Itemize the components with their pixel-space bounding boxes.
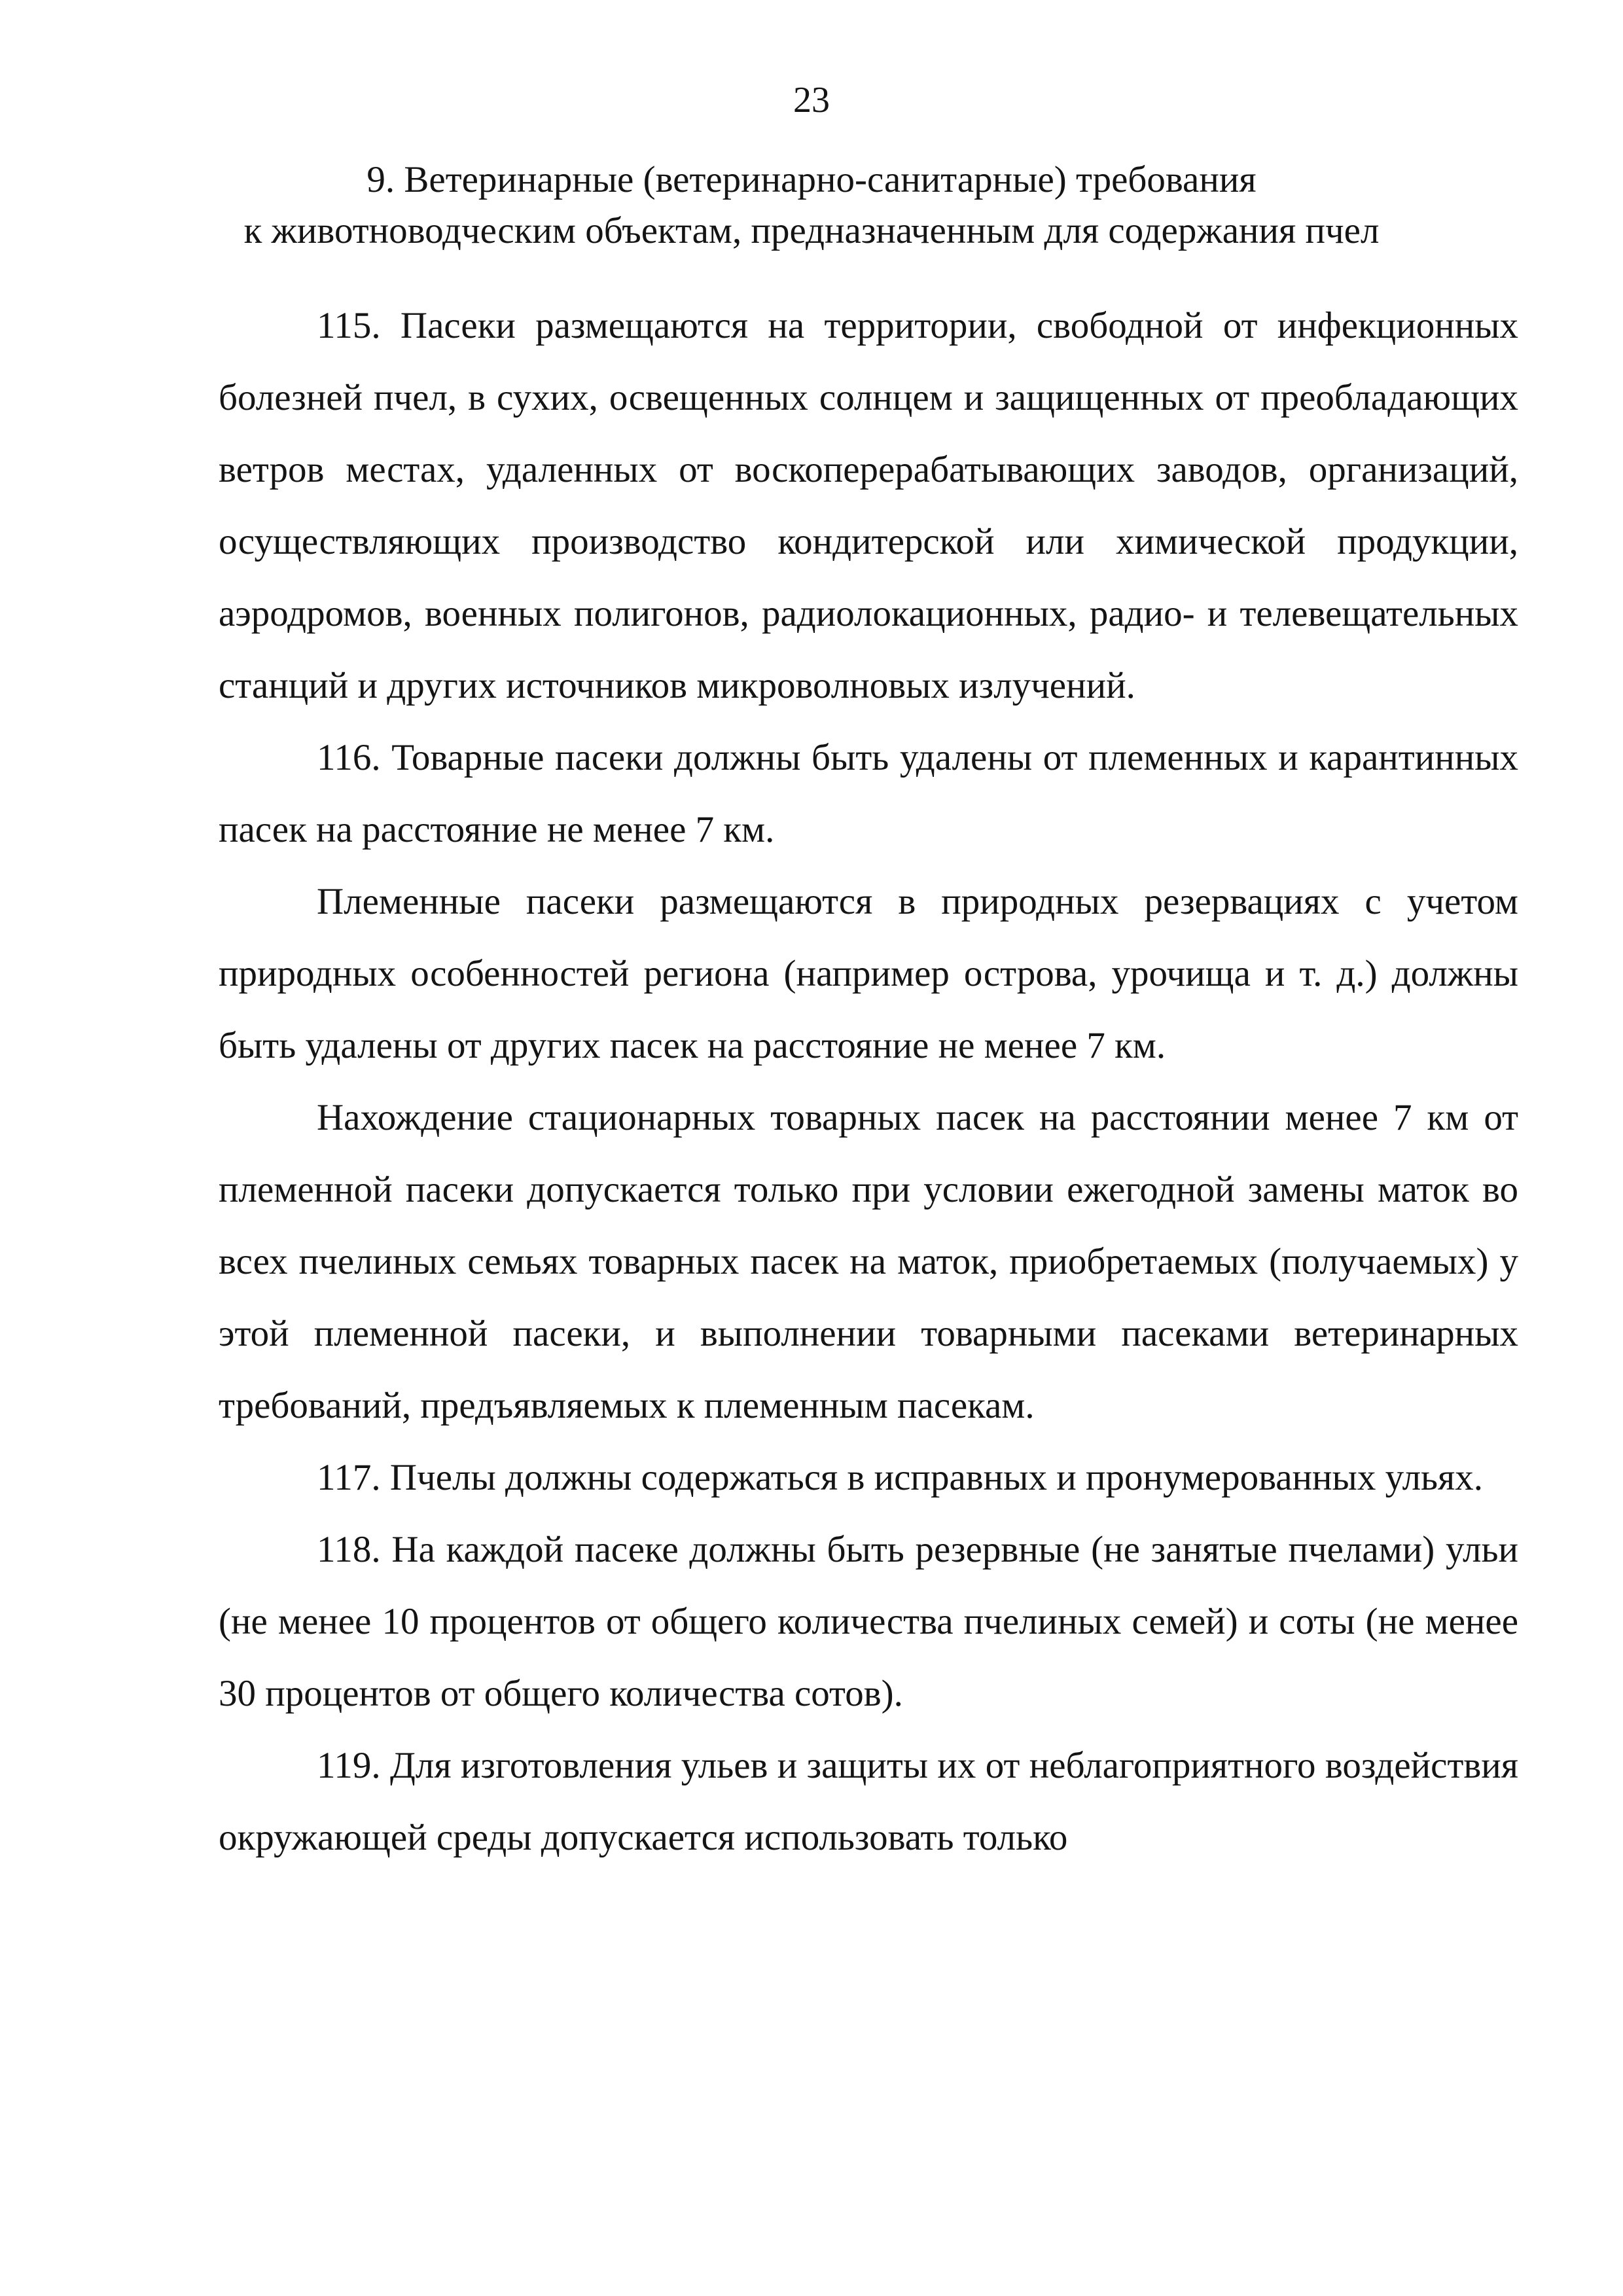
section-title [131,154,1492,257]
paragraph-115: 115. Пасеки размещаются на территории, свободной от инфекционных болезней пчел, в сухих, освещенных солнцем и защищенных от преобладающих ветров местах, удаленных от воскоперерабатывающих заводов, организаций, осуществляющих производство кондитерской или химической продукции, аэродромов, военных полигонов, радиолокационных, радио- и телевещательных станций и других источников микроволновых излучений. [219,305,1518,706]
paragraph-breeding-apiaries: Племенные пасеки размещаются в природных резервациях с учетом природных особенностей региона (например острова, урочища и т. д.) должны быть удалены от других пасек на расстояние не менее 7 км. [219,881,1518,1066]
document-body [219,290,1518,1874]
page-number: 23 [793,80,830,120]
paragraph-119: 119. Для изготовления ульев и защиты их от неблагоприятного воздействия окружающей среды допускается использовать только [219,1745,1518,1858]
paragraph-116: 116. Товарные пасеки должны быть удалены от племенных и карантинных пасек на расстояние не менее 7 км. [219,737,1518,850]
paragraph-stationary-apiaries: Нахождение стационарных товарных пасек на расстоянии менее 7 км от племенной пасеки допускается только при условии ежегодной замены маток во всех пчелиных семьях товарных пасек на маток, приобретаемых (получаемых) у этой племенной пасеки, и выполнении товарными пасеками ветеринарных требований, предъявляемых к племенным пасекам. [219,1097,1518,1426]
paragraph-117: 117. Пчелы должны содержаться в исправных и пронумерованных ульях. [317,1457,1484,1498]
section-title-line-2: к животноводческим объектам, предназначенным для содержания пчел [243,210,1380,251]
section-title-line-1: 9. Ветеринарные (ветеринарно-санитарные) требования [366,159,1257,200]
paragraph-118: 118. На каждой пасеке должны быть резервные (не занятые пчелами) ульи (не менее 10 процентов от общего количества пчелиных семей) и соты (не менее 30 процентов от общего количества сотов). [219,1529,1518,1714]
